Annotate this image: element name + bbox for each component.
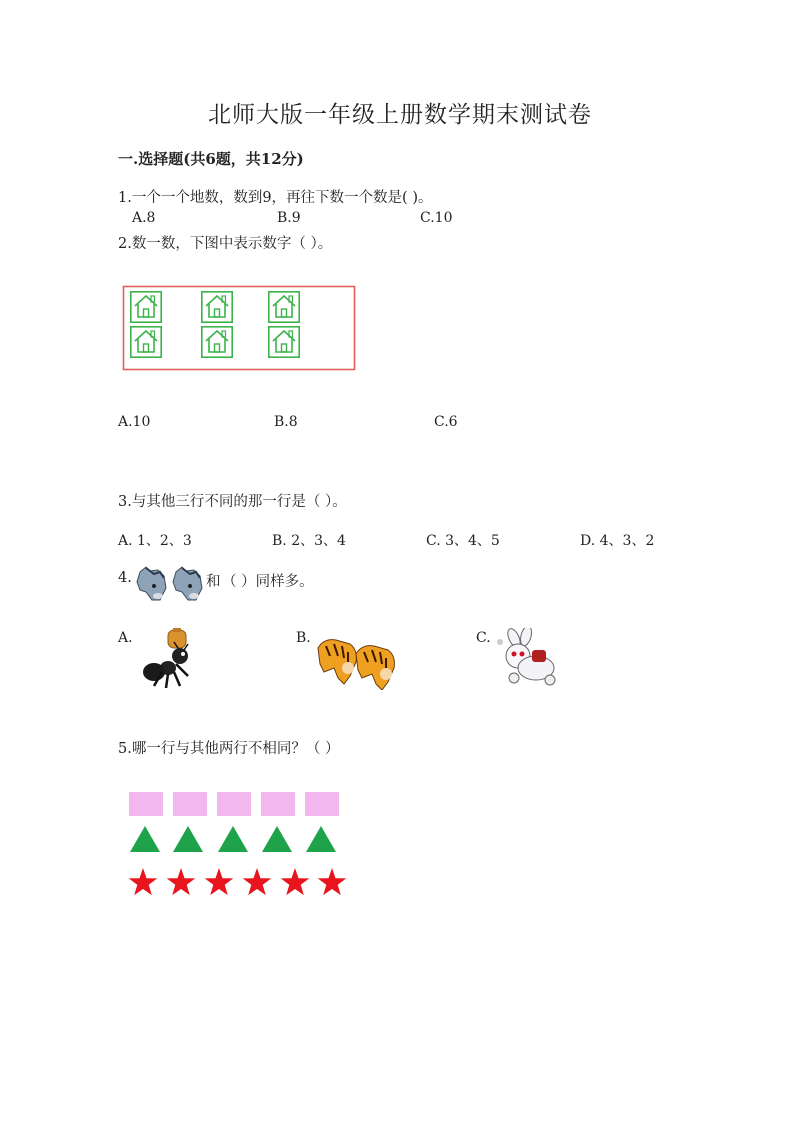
red-star <box>129 868 158 895</box>
house-icon <box>131 292 161 322</box>
green-triangle <box>262 826 292 852</box>
house-picture-frame <box>122 285 356 371</box>
green-triangle <box>306 826 336 852</box>
question-1: 1.一个一个地数，数到9，再往下数一个数是( )。 <box>118 190 433 206</box>
horse-icon <box>137 567 166 600</box>
pink-rectangle <box>217 792 251 816</box>
q3-option-d[interactable]: D. 4、3、2 <box>580 533 655 549</box>
question-2: 2.数一数，下图中表示数字（ ）。 <box>118 236 333 252</box>
shapes-figure <box>126 790 352 900</box>
house-icon <box>269 327 299 357</box>
question-5: 5.哪一行与其他两行不相同？（ ） <box>118 741 340 757</box>
green-triangle <box>218 826 248 852</box>
q4-option-b[interactable]: B. <box>296 630 311 646</box>
red-star <box>281 868 310 895</box>
section-heading: 一.选择题(共6题，共12分) <box>118 150 304 168</box>
red-star <box>243 868 272 895</box>
red-star <box>318 868 347 895</box>
tiger-icon <box>318 640 356 684</box>
rabbit-image <box>494 628 564 688</box>
q1-option-c[interactable]: C.10 <box>420 210 453 226</box>
red-star <box>205 868 234 895</box>
house-icon <box>269 292 299 322</box>
house-icon <box>202 327 232 357</box>
q3-option-b[interactable]: B. 2、3、4 <box>272 533 346 549</box>
question-4-number: 4. <box>118 570 132 586</box>
q4-option-c[interactable]: C. <box>476 630 491 646</box>
pink-rectangle <box>173 792 207 816</box>
pink-rectangle <box>261 792 295 816</box>
tiger-icon <box>356 646 394 690</box>
question-3: 3.与其他三行不同的那一行是（ ）。 <box>118 494 347 510</box>
ant-image <box>140 628 206 692</box>
horse-pair-image <box>134 566 206 604</box>
pink-rectangle <box>305 792 339 816</box>
q3-option-a[interactable]: A. 1、2、3 <box>118 533 192 549</box>
question-4-and: 和 <box>206 574 221 590</box>
q1-option-b[interactable]: B.9 <box>277 210 301 226</box>
q1-option-a[interactable]: A.8 <box>132 210 156 226</box>
house-icon <box>202 292 232 322</box>
q2-option-b[interactable]: B.8 <box>274 414 298 430</box>
house-icon <box>131 327 161 357</box>
red-star <box>167 868 196 895</box>
horse-icon <box>173 567 202 600</box>
green-triangle <box>173 826 203 852</box>
question-4-text: （ ）同样多。 <box>222 574 314 590</box>
q4-option-a[interactable]: A. <box>118 630 133 646</box>
page-title: 北师大版一年级上册数学期末测试卷 <box>208 102 592 128</box>
q3-option-c[interactable]: C. 3、4、5 <box>426 533 500 549</box>
pink-rectangle <box>129 792 163 816</box>
tigers-image <box>314 628 402 690</box>
q2-option-c[interactable]: C.6 <box>434 414 458 430</box>
green-triangle <box>130 826 160 852</box>
q2-option-a[interactable]: A.10 <box>118 414 151 430</box>
